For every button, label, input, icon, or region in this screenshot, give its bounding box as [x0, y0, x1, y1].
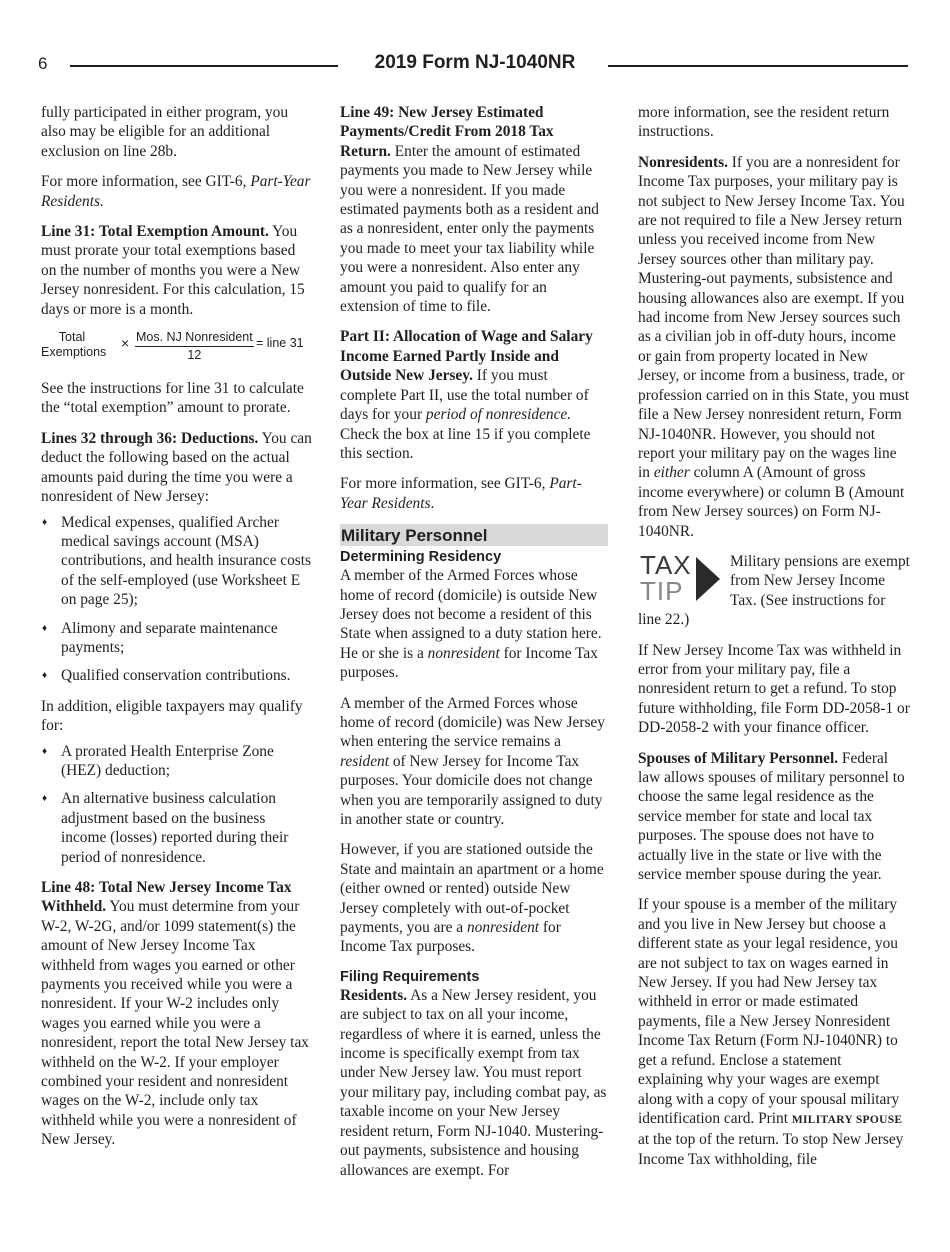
formula-times: ×	[121, 335, 130, 352]
formula-total-exemptions: Total Exemptions	[41, 330, 107, 360]
list-item: ♦ Alimony and separate maintenance payments;	[42, 619, 278, 656]
line48-heading: Line 48: Total New Jersey Income Tax Withheld.	[41, 879, 292, 916]
deductions-list	[41, 513, 312, 686]
bullet-icon: ♦	[42, 622, 48, 634]
line49-heading: Line 49: New Jersey Estimated Payments/Credit From 2018 Tax Return.	[340, 104, 554, 160]
formula-fraction: Mos. NJ Nonresident 12	[136, 330, 253, 363]
list-item: ♦ Medical expenses, qualified Archer medical savings account (MSA) contributions, and health insurance costs of the self-employed (use Worksheet E on page 25);	[42, 513, 312, 609]
paragraph-residents: Residents. As a New Jersey resident, you are subject to tax on all your income, regardless of where it is earned, unless the income is specifically exempt from tax under New Jersey law. You must report your military pay, including combat pay, as taxable income on your New Jersey resident return, Form NJ-1040. Mustering-out payments, subsistence and housing allowances are exempt. For	[340, 986, 607, 1179]
paragraph-part2: Part II: Allocation of Wage and Salary Income Earned Partly Inside and Outside New Jersey. If you must complete Part II, use the total number of days for your period of nonresidence. Check the box at line 15 if you complete this section.	[340, 328, 593, 462]
list-item: ♦ An alternative business calculation adjustment based on the business income (losses) reported during their period of nonresidence.	[42, 790, 289, 866]
form-title: 2019 Form NJ-1040NR	[374, 52, 576, 73]
paragraph-residency-3: However, if you are stationed outside the State and maintain an apartment or a home (either owned or rented) outside New Jersey completely with out-of-pocket payments, you are a nonresident for Income Tax purposes.	[340, 841, 604, 956]
paragraph-nonresidents: Nonresidents. If you are a nonresident for Income Tax purposes, your military pay is not subject to New Jersey Income Tax. You are not required to file a New Jersey return unless you received income from New Jersey sources other than military pay. Mustering-out payments, subsistence and housing allowances also are exempt. If you had income from New Jersey sources such as a civilian job in off-duty hours, income or gain from property located in New Jersey, or income from a business, trade, or profession carried on in this State, you must file a New Jersey nonresident return, Form NJ-1040NR. However, you should not report your military pay on the wages line in either column A (Amount of gross income everywhere) or column B (Amount from New Jersey sources) on Form NJ-1040NR.	[638, 153, 910, 540]
exemption-formula	[41, 330, 312, 366]
column-1	[41, 103, 312, 1161]
bullet-icon: ♦	[42, 670, 48, 682]
tax-tip	[638, 552, 910, 630]
part2-heading: Part II: Allocation of Wage and Salary Income Earned Partly Inside and Outside New Jersey.	[340, 328, 593, 385]
paragraph-withheld-in-error: If New Jersey Income Tax was withheld in error from your military pay, file a nonresident return to get a refund. To stop future withholding, file Form DD-2058-1 or DD-2058-2 with your finance officer.	[638, 641, 910, 737]
paragraph-git6-ref: For more information, see GIT-6, Part-Year Residents.	[41, 173, 311, 210]
subheading-filing-requirements: Filing Requirements	[340, 968, 480, 985]
bullet-icon: ♦	[42, 793, 48, 805]
formula-result: = line 31	[256, 336, 304, 351]
paragraph-spouses: Spouses of Military Personnel. Federal law allows spouses of military personnel to choose the same legal residence as the service member for state and local tax purposes. The spouse does not have to actually live in the state or live with the service member spouse during the year.	[638, 749, 905, 884]
bullet-icon: ♦	[42, 516, 48, 528]
military-spouse-label: MILITARY SPOUSE	[791, 1113, 903, 1126]
tax-tip-text: Military pensions are exempt from New Jersey Income Tax. (See instructions for line 22.)	[638, 552, 910, 629]
list-item: ♦ A prorated Health Enterprise Zone (HEZ) deduction;	[42, 742, 274, 779]
column-2	[340, 103, 608, 1191]
paragraph-spouse-military: If your spouse is a member of the military and you live in New Jersey but choose a different state as your legal residence, you are not subject to tax on wages earned in New Jersey. If you had New Jersey tax withheld in error or made estimated payments, file a New Jersey Nonresident Income Tax Return (Form NJ-1040NR) to get a refund. Enclose a statement explaining why your wages are exempt along with a copy of your spousal military identification card. Print MILITARY SPOUSE at the top of the return. To stop New Jersey Income Tax withholding, file	[638, 896, 904, 1168]
paragraph-exclusion: fully participated in either program, you also may be eligible for an additional exclusion on line 28b.	[41, 104, 289, 160]
header-rule-left	[70, 65, 338, 67]
paragraph-continued: more information, see the resident return instructions.	[638, 104, 890, 141]
paragraph-line31: Line 31: Total Exemption Amount. You must prorate your total exemptions based on the number of months you were a New Jersey nonresident. For this calculation, 15 days or more is a month.	[41, 223, 305, 318]
paragraph-see-line31: See the instructions for line 31 to calculate the “total exemption” amount to prorate.	[41, 380, 304, 417]
column-3	[638, 103, 910, 1180]
paragraph-residency-1: A member of the Armed Forces whose home of record (domicile) is outside New Jersey does not become a resident of this State when assigned to a duty station here. He or she is a nonresident for Income Tax purposes.	[340, 567, 602, 682]
paragraph-more-info: For more information, see GIT-6, Part-Year Residents.	[340, 475, 582, 512]
nonresidents-heading: Nonresidents.	[638, 153, 728, 171]
header-rule-right	[608, 65, 908, 67]
subheading-determining-residency: Determining Residency	[340, 549, 502, 566]
page-number: 6	[38, 54, 48, 73]
residents-heading: Residents.	[340, 986, 408, 1004]
paragraph-lines32-36: Lines 32 through 36: Deductions. You can deduct the following based on the actual amounts paid during the time you were a nonresident of New Jersey:	[41, 429, 312, 506]
paragraph-line48: Line 48: Total New Jersey Income Tax Withheld. You must determine from your W-2, W-2G, and/or 1099 statement(s) the amount of New Jersey Income Tax withheld from wages you earned or other payments you received while you were a nonresident. If your W-2 includes only wages you earned while you were a nonresident, report the total New Jersey tax withheld on the W-2. If your employer combined your resident and nonresident wages on the W-2, include only tax withheld while you were a nonresident of New Jersey.	[41, 879, 309, 1149]
list-item: ♦ Qualified conservation contributions.	[42, 667, 291, 685]
paragraph-residency-2: A member of the Armed Forces whose home of record (domicile) was New Jersey when entering the service remains a resident of New Jersey for Income Tax purposes. Your domicile does not change when you are temporarily assigned to duty in another state or country.	[340, 694, 605, 828]
lines32-heading: Lines 32 through 36: Deductions.	[41, 429, 259, 447]
paragraph-in-addition: In addition, eligible taxpayers may qualify for:	[41, 697, 303, 735]
tax-tip-icon: TAX TIP	[638, 552, 726, 604]
spouses-heading: Spouses of Military Personnel.	[638, 749, 839, 767]
paragraph-line49: Line 49: New Jersey Estimated Payments/Credit From 2018 Tax Return. Enter the amount of estimated payments you made to New Jersey while you were a nonresident. If you made estimated payments both as a resident and as a nonresident, enter only the payments you made to meet your tax liability while you were a nonresident. Also enter any amount you paid to qualify for an extension of time to file.	[340, 104, 600, 316]
page-header	[0, 52, 950, 78]
additional-deductions-list	[41, 742, 312, 867]
line31-heading: Line 31: Total Exemption Amount.	[41, 223, 269, 241]
bullet-icon: ♦	[42, 745, 48, 757]
section-title-military-personnel: Military Personnel	[340, 524, 608, 546]
